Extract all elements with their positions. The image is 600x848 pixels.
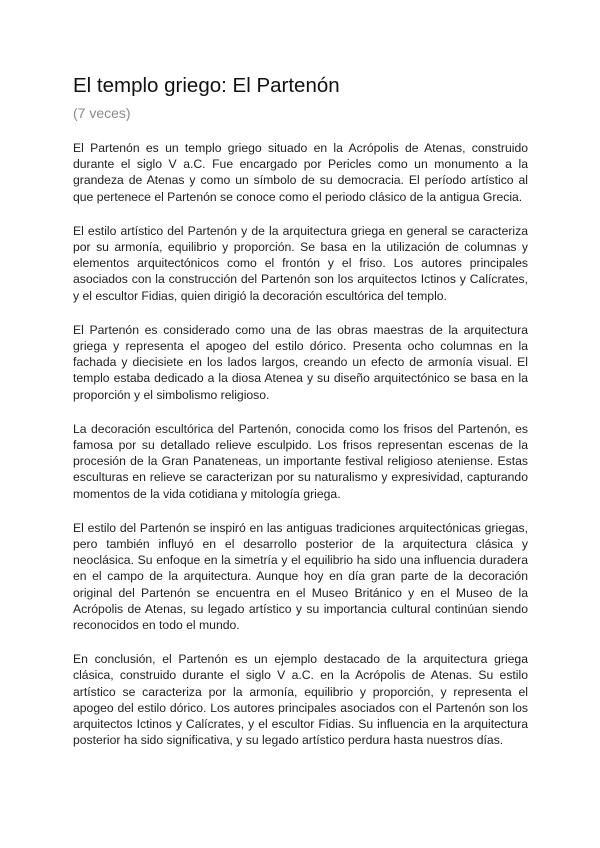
document-title: El templo griego: El Partenón xyxy=(73,74,340,97)
document-page xyxy=(73,72,528,767)
paragraph-conclusion: En conclusión, el Partenón es un ejemplo destacado de la arquitectura griega clásica, construido durante el siglo V a.C. en la Acrópolis de Atenas. Su estilo artístico se caracteriza por la armonía, equilibrio y proporción, y representa el apogeo del estilo dórico. Los autores principales asociados con el Partenón son los arquitectos Ictinos y Calícrates, y el escultor Fidias. Su influencia en la arquitectura posterior ha sido significativa, y su legado artístico perdura hasta nuestros días. xyxy=(73,652,528,748)
paragraph-style: El estilo artístico del Partenón y de la arquitectura griega en general se caracteriza por su armonía, equilibrio y proporción. Se basa en la utilización de columnas y elementos arquitectónicos como el frontón y el friso. Los autores principales asociados con la construcción del Partenón son los arquitectos Ictinos y Calícrates, y el escultor Fidias, quien dirigió la decoración escultórica del templo. xyxy=(73,223,528,303)
document-body xyxy=(73,140,528,749)
paragraph-intro: El Partenón es un templo griego situado en la Acrópolis de Atenas, construido durante el siglo V a.C. Fue encargado por Pericles como un monumento a la grandeza de Atenas y como un símbolo de su democracia. El período artístico al que pertenece el Partenón se conoce como el periodo clásico de la antigua Grecia. xyxy=(73,141,528,204)
document-subtitle: (7 veces) xyxy=(73,105,131,121)
paragraph-masterpiece: El Partenón es considerado como una de las obras maestras de la arquitectura griega y representa el apogeo del estilo dórico. Presenta ocho columnas en la fachada y diecisiete en los lados largos, creando un efecto de armonía visual. El templo estaba dedicado a la diosa Atenea y su diseño arquitectónico se basa en la proporción y el simbolismo religioso. xyxy=(73,322,528,402)
paragraph-influence: El estilo del Partenón se inspiró en las antiguas tradiciones arquitectónicas griegas, pero también influyó en el desarrollo posterior de la arquitectura clásica y neoclásica. Su enfoque en la simetría y el equilibrio ha sido una influencia duradera en el campo de la arquitectura. Aunque hoy en día gran parte de la decoración original del Partenón se encuentra en el Museo Británico y en el Museo de la Acrópolis de Atenas, su legado artístico y su importancia cultural continúan siendo reconocidos en todo el mundo. xyxy=(73,520,528,633)
paragraph-sculpture: La decoración escultórica del Partenón, conocida como los frisos del Partenón, es famosa por su detallado relieve esculpido. Los frisos representan escenas de la procesión de la Gran Panateneas, un importante festival religioso ateniense. Estas esculturas en relieve se caracterizan por su naturalismo y expresividad, capturando momentos de la vida cotidiana y mitología griega. xyxy=(73,421,528,501)
